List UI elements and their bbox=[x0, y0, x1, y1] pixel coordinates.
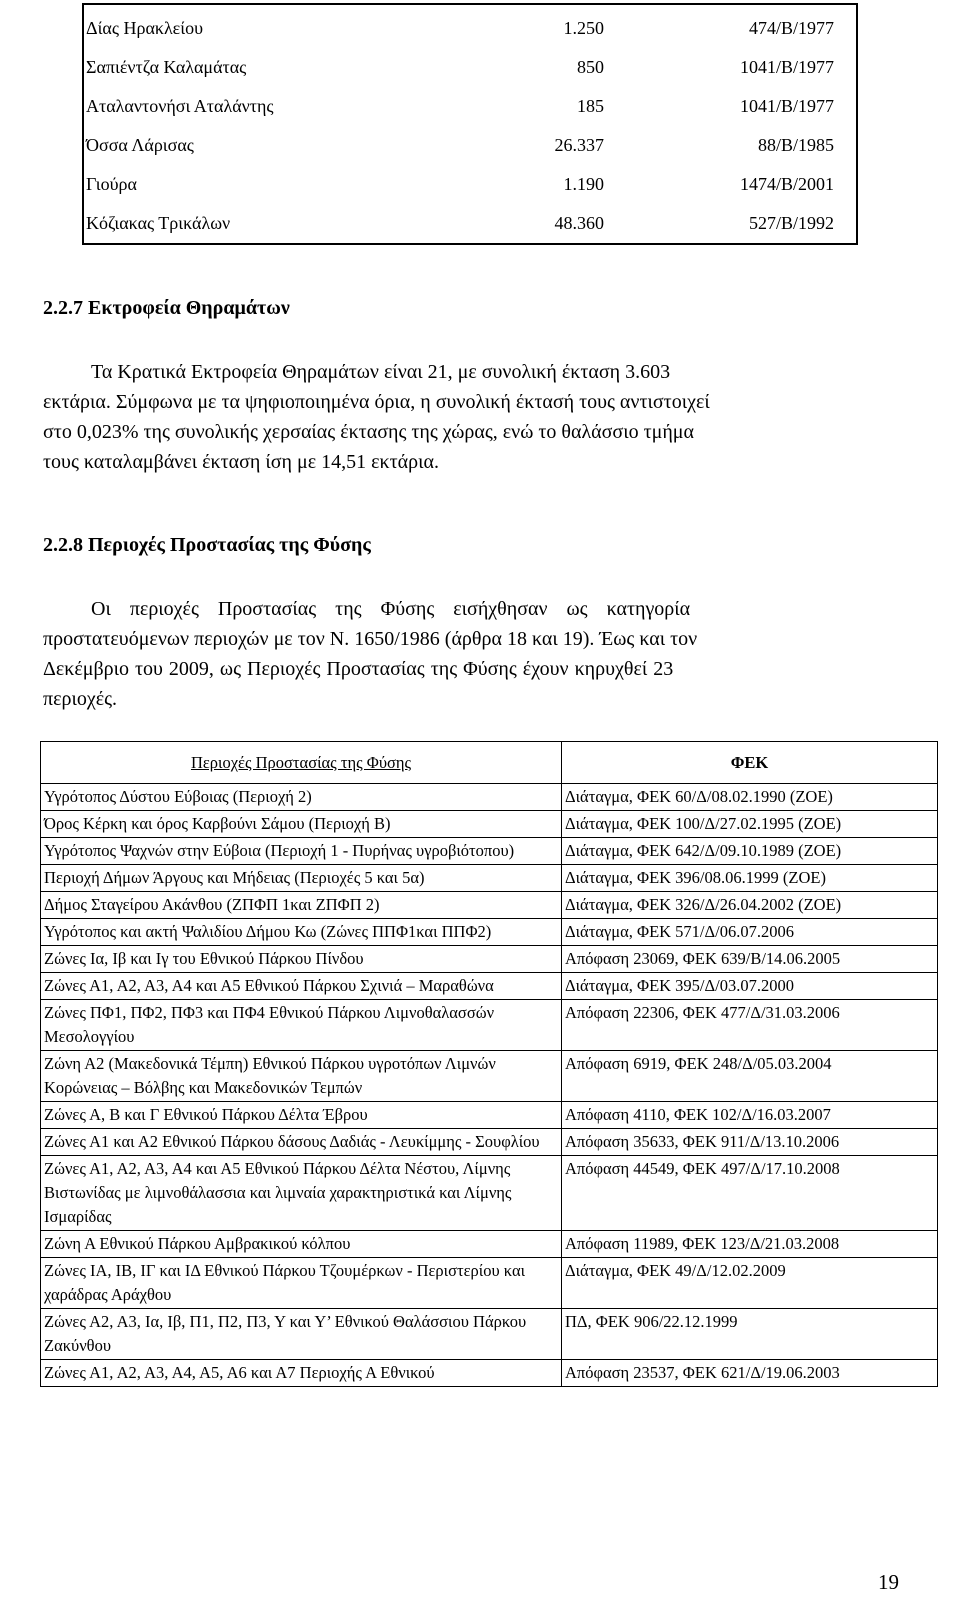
cell-area-name: Ζώνες ΙΑ, ΙΒ, ΙΓ και ΙΔ Εθνικού Πάρκου Τζουμέρκων - Περιστερίου και χαράδρας Αράχθου bbox=[41, 1258, 562, 1309]
table-row bbox=[41, 919, 938, 946]
cell-area-name: Όρος Κέρκη και όρος Καρβούνι Σάμου (Περιοχή Β) bbox=[41, 811, 562, 838]
table-row bbox=[41, 811, 938, 838]
cell-area-name: Δήμος Σταγείρου Ακάνθου (ΖΠΦΠ 1και ΖΠΦΠ 2) bbox=[41, 892, 562, 919]
table-row bbox=[41, 1102, 938, 1129]
cell-area: 48.360 bbox=[554, 213, 604, 233]
table-header-row bbox=[41, 742, 938, 784]
cell-area-name: Περιοχή Δήμων Άργους και Μήδειας (Περιοχές 5 και 5α) bbox=[41, 865, 562, 892]
section-heading-227: 2.2.7 Εκτροφεία Θηραμάτων bbox=[43, 297, 290, 319]
cell-fek: Απόφαση 23069, ΦΕΚ 639/Β/14.06.2005 bbox=[562, 946, 938, 973]
paragraph-line: στο 0,023% της συνολικής χερσαίας έκτασης της χώρας, ενώ το θαλάσσιο τμήμα bbox=[43, 421, 694, 443]
table-row bbox=[83, 87, 857, 126]
table-row bbox=[41, 784, 938, 811]
paragraph-line: περιοχές. bbox=[43, 688, 118, 710]
table-row bbox=[83, 4, 857, 48]
table-row bbox=[41, 838, 938, 865]
table-row bbox=[83, 204, 857, 244]
cell-area-name: Υγρότοπος Δύστου Εύβοιας (Περιοχή 2) bbox=[41, 784, 562, 811]
cell-name: Αταλαντονήσι Αταλάντης bbox=[86, 96, 274, 116]
table-row bbox=[41, 865, 938, 892]
table-row bbox=[83, 48, 857, 87]
cell-area-name: Ζώνες Α2, Α3, Ια, Ιβ, Π1, Π2, Π3, Υ και Υ’ Εθνικού Θαλάσσιου Πάρκου Ζακύνθου bbox=[41, 1309, 562, 1360]
cell-fek: Απόφαση 23537, ΦΕΚ 621/Δ/19.06.2003 bbox=[562, 1360, 938, 1387]
cell-fek: Διάταγμα, ΦΕΚ 60/Δ/08.02.1990 (ΖΟΕ) bbox=[562, 784, 938, 811]
cell-fek: 1041/Β/1977 bbox=[739, 96, 834, 116]
table-row bbox=[41, 1000, 938, 1051]
table-row bbox=[41, 1309, 938, 1360]
cell-fek: 88/Β/1985 bbox=[757, 135, 834, 155]
cell-fek: 474/Β/1977 bbox=[748, 18, 834, 38]
paragraph-line: τους καταλαμβάνει έκταση ίση με 14,51 εκτάρια. bbox=[43, 451, 439, 473]
cell-name: Γιούρα bbox=[86, 174, 137, 194]
cell-area-name: Ζώνη Α2 (Μακεδονικά Τέμπη) Εθνικού Πάρκου υγροτόπων Λιμνών Κορώνειας – Βόλβης και Μακεδονικών Τεμπών bbox=[41, 1051, 562, 1102]
table-row bbox=[41, 1156, 938, 1231]
cell-area-name: Ζώνες Α1, Α2, Α3, Α4, Α5, Α6 και Α7 Περιοχής Α Εθνικού bbox=[41, 1360, 562, 1387]
cell-area-name: Ζώνες Α1 και Α2 Εθνικού Πάρκου δάσους Δαδιάς - Λευκίμμης - Σουφλίου bbox=[41, 1129, 562, 1156]
cell-area-name: Ζώνες Α1, Α2, Α3, Α4 και Α5 Εθνικού Πάρκου Δέλτα Νέστου, Λίμνης Βιστωνίδας με λιμνοθάλασσια και λιμναία χαρακτηριστικά και Λίμνης Ισμαρίδας bbox=[41, 1156, 562, 1231]
column-header-areas: Περιοχές Προστασίας της Φύσης bbox=[41, 742, 562, 784]
section-heading-228: 2.2.8 Περιοχές Προστασίας της Φύσης bbox=[43, 534, 371, 556]
cell-area-name: Ζώνη Α Εθνικού Πάρκου Αμβρακικού κόλπου bbox=[41, 1231, 562, 1258]
table-row bbox=[83, 126, 857, 165]
cell-area-name: Ζώνες Α, Β και Γ Εθνικού Πάρκου Δέλτα Έβρου bbox=[41, 1102, 562, 1129]
cell-area: 1.250 bbox=[563, 18, 604, 38]
page-number: 19 bbox=[878, 1570, 899, 1594]
table-row bbox=[41, 946, 938, 973]
cell-fek: 1041/Β/1977 bbox=[739, 57, 834, 77]
cell-fek: Διάταγμα, ΦΕΚ 395/Δ/03.07.2000 bbox=[562, 973, 938, 1000]
cell-name: Όσσα Λάρισας bbox=[86, 135, 194, 155]
cell-fek: Διάταγμα, ΦΕΚ 326/Δ/26.04.2002 (ΖΟΕ) bbox=[562, 892, 938, 919]
cell-name: Δίας Ηρακλείου bbox=[86, 18, 203, 38]
cell-area: 26.337 bbox=[554, 135, 604, 155]
table-row bbox=[41, 973, 938, 1000]
table-row bbox=[41, 1360, 938, 1387]
protection-areas-table bbox=[40, 741, 938, 1387]
table-row bbox=[41, 892, 938, 919]
cell-fek: Απόφαση 11989, ΦΕΚ 123/Δ/21.03.2008 bbox=[562, 1231, 938, 1258]
paragraph-line: προστατευόμενων περιοχών με τον Ν. 1650/1986 (άρθρα 18 και 19). Έως και τον bbox=[43, 628, 698, 650]
cell-name: Κόζιακας Τρικάλων bbox=[86, 213, 231, 233]
table-row bbox=[41, 1231, 938, 1258]
cell-fek: 1474/Β/2001 bbox=[739, 174, 834, 194]
cell-fek: ΠΔ, ΦΕΚ 906/22.12.1999 bbox=[562, 1309, 938, 1360]
paragraph-line: εκτάρια. Σύμφωνα με τα ψηφιοποιημένα όρια, η συνολική έκτασή τους αντιστοιχεί bbox=[43, 391, 710, 413]
cell-fek: Απόφαση 6919, ΦΕΚ 248/Δ/05.03.2004 bbox=[562, 1051, 938, 1102]
cell-fek: Απόφαση 35633, ΦΕΚ 911/Δ/13.10.2006 bbox=[562, 1129, 938, 1156]
cell-area: 185 bbox=[577, 96, 604, 116]
table-row bbox=[83, 165, 857, 204]
top-table bbox=[82, 3, 858, 245]
paragraph-line: Δεκέμβριο του 2009, ως Περιοχές Προστασίας της Φύσης έχουν κηρυχθεί 23 bbox=[43, 658, 674, 680]
cell-fek: Απόφαση 44549, ΦΕΚ 497/Δ/17.10.2008 bbox=[562, 1156, 938, 1231]
table-row bbox=[41, 1129, 938, 1156]
section-227-paragraph bbox=[43, 357, 915, 477]
table-row bbox=[41, 1258, 938, 1309]
paragraph-line: Τα Κρατικά Εκτροφεία Θηραμάτων είναι 21, με συνολική έκταση 3.603 bbox=[91, 361, 671, 383]
cell-fek: Διάταγμα, ΦΕΚ 396/08.06.1999 (ΖΟΕ) bbox=[562, 865, 938, 892]
cell-fek: Απόφαση 4110, ΦΕΚ 102/Δ/16.03.2007 bbox=[562, 1102, 938, 1129]
cell-area: 1.190 bbox=[563, 174, 604, 194]
cell-fek: Διάταγμα, ΦΕΚ 49/Δ/12.02.2009 bbox=[562, 1258, 938, 1309]
cell-fek: Διάταγμα, ΦΕΚ 571/Δ/06.07.2006 bbox=[562, 919, 938, 946]
cell-fek: 527/Β/1992 bbox=[748, 213, 834, 233]
cell-area-name: Ζώνες Ια, Ιβ και Ιγ του Εθνικού Πάρκου Πίνδου bbox=[41, 946, 562, 973]
column-header-fek: ΦΕΚ bbox=[562, 742, 938, 784]
section-228-paragraph bbox=[43, 594, 915, 714]
cell-fek: Απόφαση 22306, ΦΕΚ 477/Δ/31.03.2006 bbox=[562, 1000, 938, 1051]
cell-fek: Διάταγμα, ΦΕΚ 642/Δ/09.10.1989 (ΖΟΕ) bbox=[562, 838, 938, 865]
cell-area: 850 bbox=[577, 57, 604, 77]
table-row bbox=[41, 1051, 938, 1102]
cell-area-name: Ζώνες Α1, Α2, Α3, Α4 και Α5 Εθνικού Πάρκου Σχινιά – Μαραθώνα bbox=[41, 973, 562, 1000]
cell-fek: Διάταγμα, ΦΕΚ 100/Δ/27.02.1995 (ΖΟΕ) bbox=[562, 811, 938, 838]
cell-name: Σαπιέντζα Καλαμάτας bbox=[86, 57, 247, 77]
paragraph-line: Οι περιοχές Προστασίας της Φύσης εισήχθησαν ως κατηγορία bbox=[91, 598, 691, 620]
cell-area-name: Υγρότοπος και ακτή Ψαλιδίου Δήμου Κω (Ζώνες ΠΠΦ1και ΠΠΦ2) bbox=[41, 919, 562, 946]
cell-area-name: Υγρότοπος Ψαχνών στην Εύβοια (Περιοχή 1 - Πυρήνας υγροβιότοπου) bbox=[41, 838, 562, 865]
cell-area-name: Ζώνες ΠΦ1, ΠΦ2, ΠΦ3 και ΠΦ4 Εθνικού Πάρκου Λιμνοθαλασσών Μεσολογγίου bbox=[41, 1000, 562, 1051]
